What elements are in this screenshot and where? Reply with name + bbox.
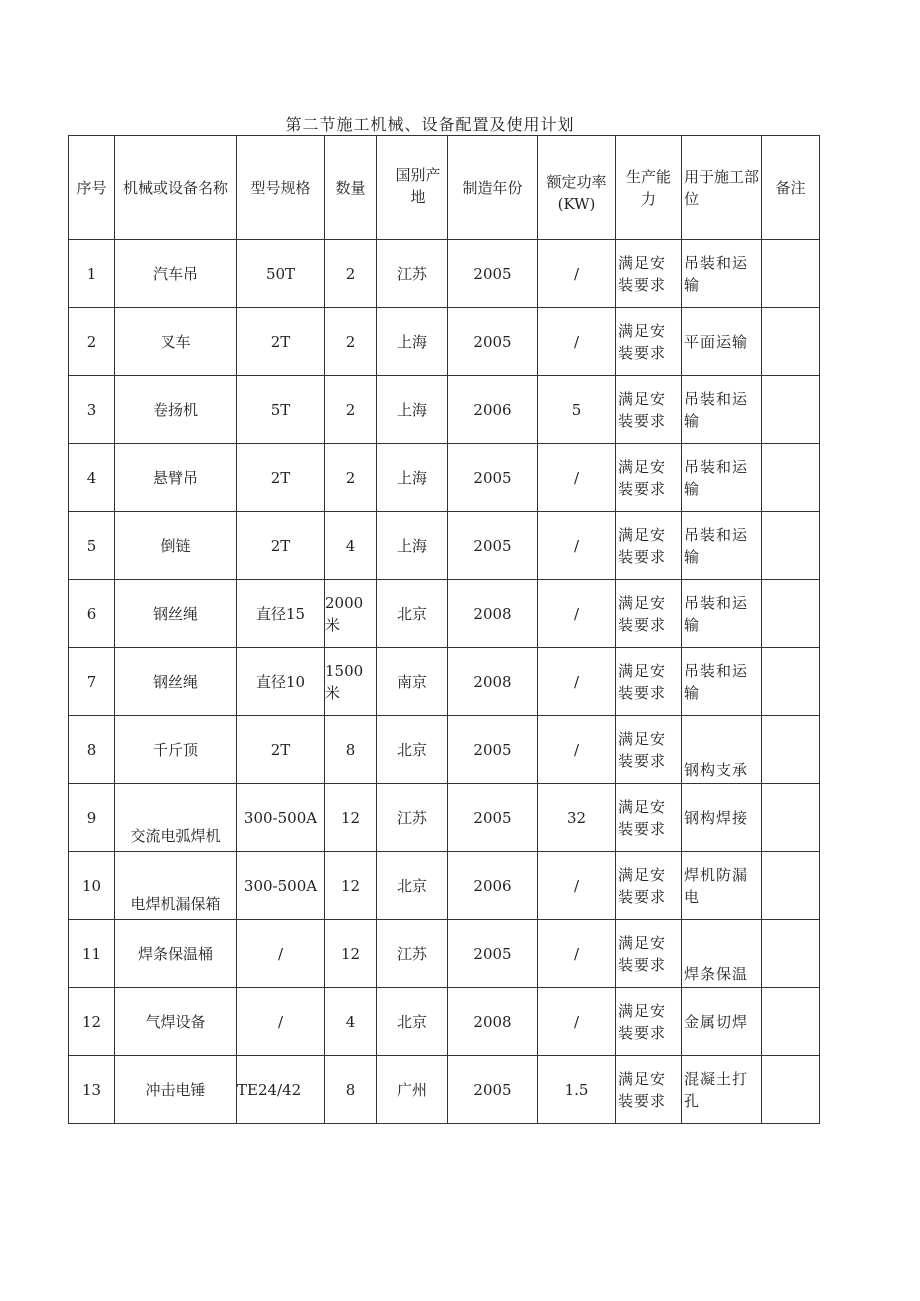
- cell-power: /: [538, 240, 616, 308]
- cell-qty: 4: [325, 512, 377, 580]
- cell-origin: 北京: [377, 988, 448, 1056]
- cell-seq: 6: [69, 580, 115, 648]
- cell-note: [762, 240, 820, 308]
- cell-year: 2005: [448, 240, 538, 308]
- cell-note: [762, 920, 820, 988]
- cell-name: 钢丝绳: [115, 648, 237, 716]
- table-row: [69, 512, 820, 580]
- table-row: [69, 1056, 820, 1124]
- cell-use: 吊装和运输: [682, 512, 762, 580]
- cell-year: 2005: [448, 308, 538, 376]
- table-row: [69, 852, 820, 920]
- cell-note: [762, 512, 820, 580]
- cell-capacity: 满足安装要求: [616, 784, 682, 852]
- cell-name: 钢丝绳: [115, 580, 237, 648]
- cell-capacity: 满足安装要求: [616, 1056, 682, 1124]
- table-row: [69, 648, 820, 716]
- table-row: [69, 376, 820, 444]
- cell-power: 1.5: [538, 1056, 616, 1124]
- table-header-row: [69, 136, 820, 240]
- cell-use: 金属切焊: [682, 988, 762, 1056]
- cell-name: 冲击电锤: [115, 1056, 237, 1124]
- header-origin: 国别产地: [377, 136, 448, 240]
- cell-note: [762, 784, 820, 852]
- cell-seq: 1: [69, 240, 115, 308]
- cell-origin: 北京: [377, 716, 448, 784]
- cell-seq: 2: [69, 308, 115, 376]
- cell-power: 32: [538, 784, 616, 852]
- table-row: [69, 308, 820, 376]
- cell-origin: 上海: [377, 376, 448, 444]
- cell-model: 5T: [237, 376, 325, 444]
- cell-power: /: [538, 920, 616, 988]
- cell-qty: 12: [325, 920, 377, 988]
- cell-power: /: [538, 444, 616, 512]
- cell-power: /: [538, 716, 616, 784]
- cell-model: 50T: [237, 240, 325, 308]
- cell-seq: 8: [69, 716, 115, 784]
- cell-model: 2T: [237, 716, 325, 784]
- equipment-table: [68, 135, 820, 1124]
- cell-capacity: 满足安装要求: [616, 580, 682, 648]
- cell-power: /: [538, 512, 616, 580]
- cell-origin: 南京: [377, 648, 448, 716]
- cell-use: 钢构支承: [682, 716, 762, 784]
- cell-model: 300-500A: [237, 852, 325, 920]
- cell-power: 5: [538, 376, 616, 444]
- cell-name: 卷扬机: [115, 376, 237, 444]
- cell-model: 300-500A: [237, 784, 325, 852]
- cell-note: [762, 308, 820, 376]
- table-row: [69, 784, 820, 852]
- cell-seq: 10: [69, 852, 115, 920]
- cell-model: 直径15: [237, 580, 325, 648]
- header-model: 型号规格: [237, 136, 325, 240]
- cell-origin: 北京: [377, 852, 448, 920]
- cell-year: 2005: [448, 920, 538, 988]
- cell-model: TE24/42: [237, 1056, 325, 1124]
- table-row: [69, 920, 820, 988]
- cell-year: 2005: [448, 784, 538, 852]
- cell-use: 钢构焊接: [682, 784, 762, 852]
- cell-qty: 8: [325, 716, 377, 784]
- cell-seq: 12: [69, 988, 115, 1056]
- cell-origin: 广州: [377, 1056, 448, 1124]
- cell-qty: 12: [325, 852, 377, 920]
- cell-qty: 8: [325, 1056, 377, 1124]
- cell-origin: 北京: [377, 580, 448, 648]
- cell-use: 焊条保温: [682, 920, 762, 988]
- cell-power: /: [538, 580, 616, 648]
- cell-name: 电焊机漏保箱: [115, 852, 237, 920]
- cell-name: 悬臂吊: [115, 444, 237, 512]
- header-use: 用于施工部位: [682, 136, 762, 240]
- cell-seq: 5: [69, 512, 115, 580]
- header-year: 制造年份: [448, 136, 538, 240]
- cell-model: /: [237, 920, 325, 988]
- cell-qty: 4: [325, 988, 377, 1056]
- table-row: [69, 240, 820, 308]
- cell-seq: 13: [69, 1056, 115, 1124]
- cell-use: 焊机防漏电: [682, 852, 762, 920]
- cell-origin: 上海: [377, 308, 448, 376]
- page-title: 第二节施工机械、设备配置及使用计划: [285, 115, 575, 134]
- cell-origin: 江苏: [377, 240, 448, 308]
- cell-year: 2008: [448, 988, 538, 1056]
- cell-qty: 2000米: [325, 580, 377, 648]
- cell-note: [762, 988, 820, 1056]
- cell-use: 吊装和运输: [682, 376, 762, 444]
- cell-year: 2006: [448, 376, 538, 444]
- cell-qty: 1500米: [325, 648, 377, 716]
- cell-use: 平面运输: [682, 308, 762, 376]
- cell-capacity: 满足安装要求: [616, 308, 682, 376]
- cell-use: 吊装和运输: [682, 580, 762, 648]
- cell-name: 交流电弧焊机: [115, 784, 237, 852]
- cell-model: 2T: [237, 512, 325, 580]
- table-row: [69, 716, 820, 784]
- cell-capacity: 满足安装要求: [616, 512, 682, 580]
- cell-year: 2008: [448, 648, 538, 716]
- table-row: [69, 444, 820, 512]
- cell-use: 吊装和运输: [682, 444, 762, 512]
- header-capacity: 生产能力: [616, 136, 682, 240]
- cell-seq: 11: [69, 920, 115, 988]
- cell-seq: 3: [69, 376, 115, 444]
- cell-year: 2005: [448, 716, 538, 784]
- cell-year: 2005: [448, 512, 538, 580]
- cell-model: /: [237, 988, 325, 1056]
- cell-year: 2005: [448, 444, 538, 512]
- cell-year: 2006: [448, 852, 538, 920]
- cell-note: [762, 716, 820, 784]
- cell-qty: 2: [325, 376, 377, 444]
- cell-year: 2005: [448, 1056, 538, 1124]
- cell-capacity: 满足安装要求: [616, 444, 682, 512]
- cell-name: 焊条保温桶: [115, 920, 237, 988]
- cell-capacity: 满足安装要求: [616, 988, 682, 1056]
- table-row: [69, 988, 820, 1056]
- cell-capacity: 满足安装要求: [616, 716, 682, 784]
- cell-name: 千斤顶: [115, 716, 237, 784]
- cell-name: 气焊设备: [115, 988, 237, 1056]
- header-power: 额定功率(KW): [538, 136, 616, 240]
- cell-model: 2T: [237, 308, 325, 376]
- cell-power: /: [538, 988, 616, 1056]
- table-row: [69, 580, 820, 648]
- cell-note: [762, 376, 820, 444]
- cell-power: /: [538, 852, 616, 920]
- header-note: 备注: [762, 136, 820, 240]
- cell-power: /: [538, 308, 616, 376]
- cell-capacity: 满足安装要求: [616, 376, 682, 444]
- cell-qty: 2: [325, 240, 377, 308]
- cell-use: 吊装和运输: [682, 648, 762, 716]
- cell-qty: 12: [325, 784, 377, 852]
- cell-origin: 江苏: [377, 920, 448, 988]
- header-name: 机械或设备名称: [115, 136, 237, 240]
- cell-origin: 上海: [377, 444, 448, 512]
- cell-note: [762, 852, 820, 920]
- cell-seq: 4: [69, 444, 115, 512]
- cell-name: 倒链: [115, 512, 237, 580]
- cell-origin: 江苏: [377, 784, 448, 852]
- cell-capacity: 满足安装要求: [616, 920, 682, 988]
- cell-note: [762, 444, 820, 512]
- cell-note: [762, 580, 820, 648]
- cell-qty: 2: [325, 444, 377, 512]
- cell-use: 吊装和运输: [682, 240, 762, 308]
- header-seq: 序号: [69, 136, 115, 240]
- cell-capacity: 满足安装要求: [616, 852, 682, 920]
- header-qty: 数量: [325, 136, 377, 240]
- cell-capacity: 满足安装要求: [616, 240, 682, 308]
- cell-model: 2T: [237, 444, 325, 512]
- cell-power: /: [538, 648, 616, 716]
- cell-seq: 9: [69, 784, 115, 852]
- cell-note: [762, 648, 820, 716]
- cell-model: 直径10: [237, 648, 325, 716]
- cell-seq: 7: [69, 648, 115, 716]
- cell-year: 2008: [448, 580, 538, 648]
- cell-qty: 2: [325, 308, 377, 376]
- cell-origin: 上海: [377, 512, 448, 580]
- cell-name: 叉车: [115, 308, 237, 376]
- cell-name: 汽车吊: [115, 240, 237, 308]
- cell-note: [762, 1056, 820, 1124]
- cell-capacity: 满足安装要求: [616, 648, 682, 716]
- cell-use: 混凝土打孔: [682, 1056, 762, 1124]
